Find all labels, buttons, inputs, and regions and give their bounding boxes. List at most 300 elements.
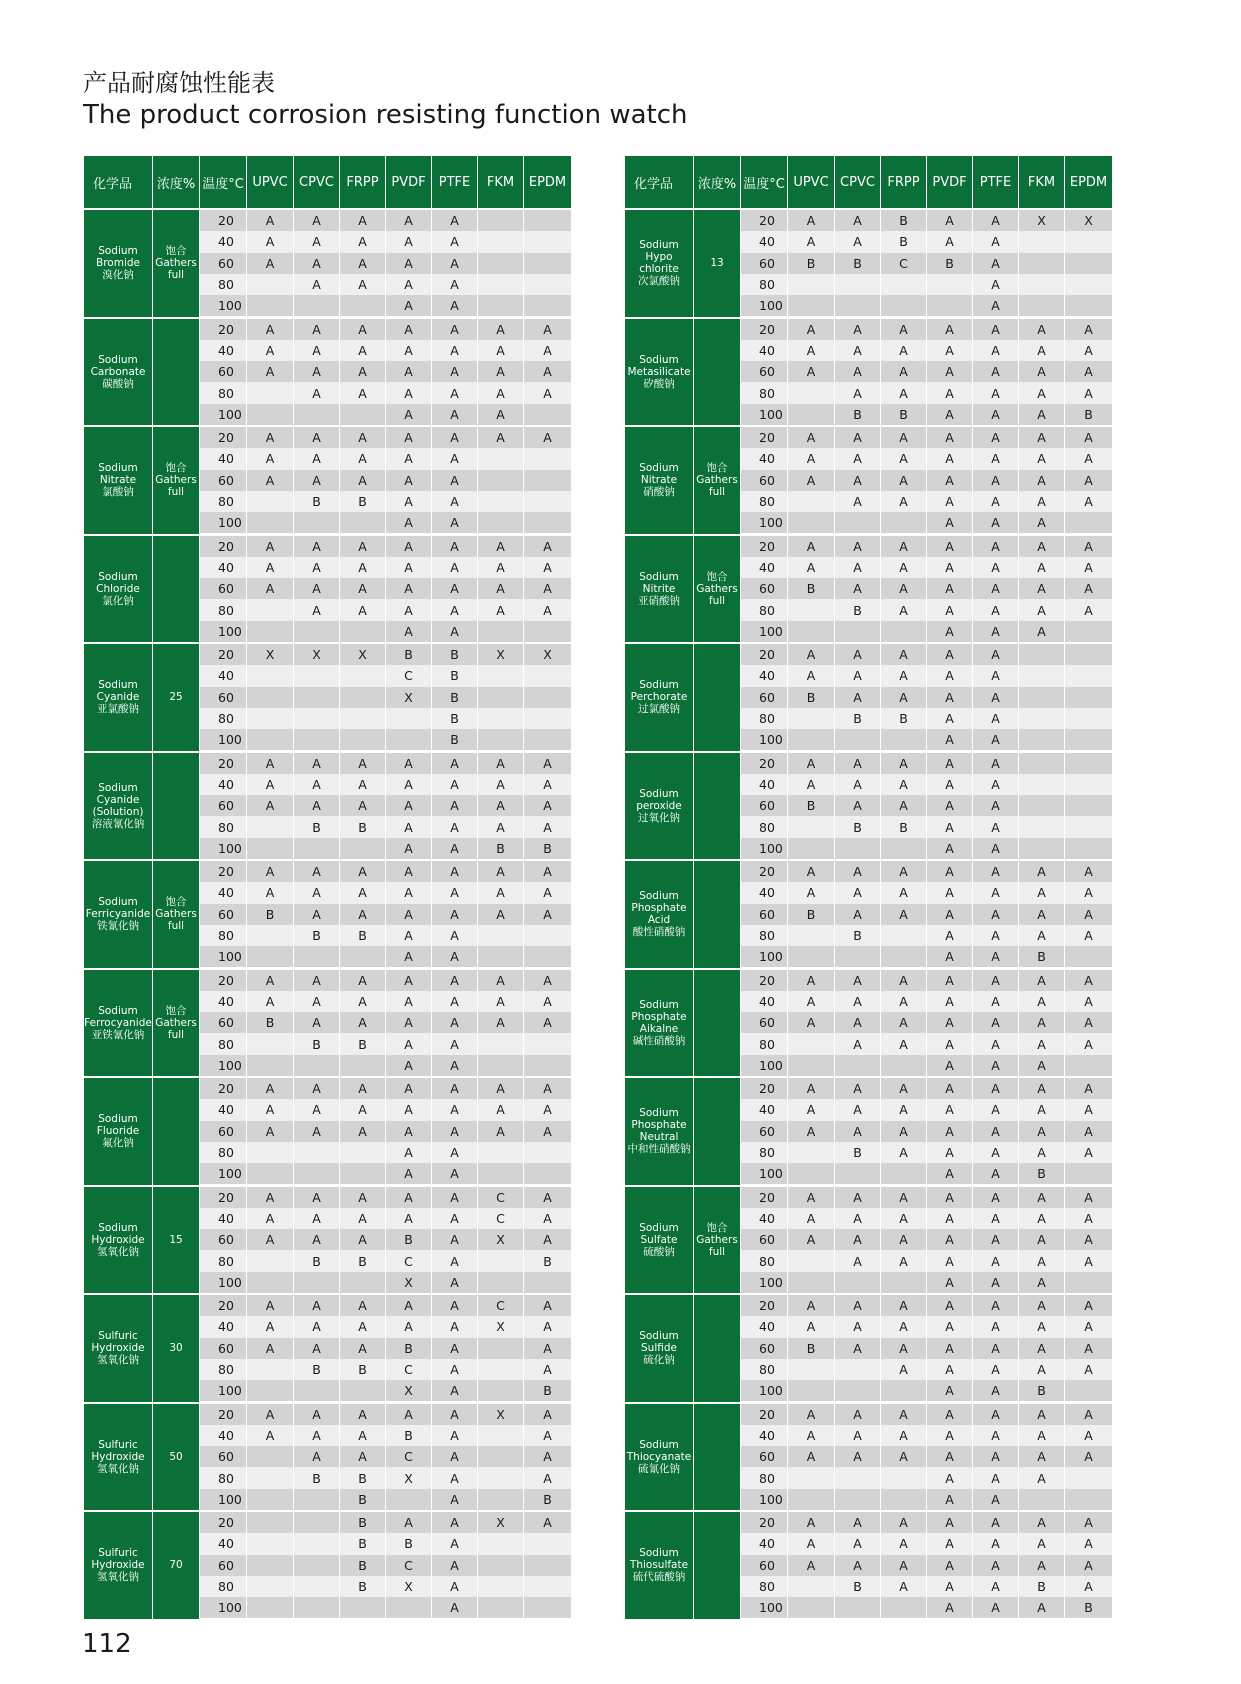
rating-cell: A [432, 970, 478, 991]
rating-cell: B [881, 816, 927, 837]
chemical-name-line: Hydroxide [91, 1233, 145, 1246]
rating-cell: A [524, 1012, 572, 1033]
rating-cell: A [524, 991, 572, 1012]
rating-cell: A [973, 404, 1019, 425]
rating-cell: A [881, 448, 927, 469]
rating-cell: A [927, 1033, 973, 1054]
rating-cell: A [247, 578, 294, 599]
rating-cell: A [294, 1099, 340, 1120]
concentration-line: Gathers [155, 474, 197, 487]
rating-cell: A [247, 361, 294, 382]
rating-rows [200, 1404, 572, 1511]
rating-cell: A [1065, 319, 1113, 340]
rating-cell: A [432, 1229, 478, 1250]
rating-cell: B [788, 687, 835, 708]
temperature-cell: 20 [741, 1078, 788, 1099]
rating-cell: A [927, 578, 973, 599]
chemical-group [625, 1293, 1113, 1402]
rating-cell: A [432, 925, 478, 946]
chemical-group [625, 968, 1113, 1077]
rating-cell: A [1065, 340, 1113, 361]
left-table [84, 156, 572, 1619]
rating-cell [881, 1467, 927, 1488]
rating-cell: A [1019, 1446, 1065, 1467]
temperature-cell: 100 [741, 621, 788, 642]
rating-cell [294, 1533, 340, 1554]
rating-cell [478, 1533, 524, 1554]
temperature-cell: 60 [741, 253, 788, 274]
rating-cell [478, 1446, 524, 1467]
rating-cell: A [1019, 599, 1065, 620]
rating-cell: A [927, 536, 973, 557]
rating-cell: A [788, 1208, 835, 1229]
chemical-name-line: Phosphate [631, 1119, 687, 1132]
rating-rows [741, 644, 1113, 751]
table-row [200, 1555, 572, 1576]
rating-cell: A [927, 210, 973, 231]
table-row [741, 536, 1113, 557]
temperature-cell: 40 [200, 231, 247, 252]
rating-cell: A [973, 1359, 1019, 1380]
rating-cell: A [973, 644, 1019, 665]
rating-rows [741, 1078, 1113, 1185]
rating-cell: A [247, 991, 294, 1012]
rating-cell: A [524, 319, 572, 340]
header-cell: CPVC [835, 156, 881, 208]
rating-cell [1065, 708, 1113, 729]
chemical-name-line: 溶液氰化钠 [91, 817, 145, 830]
rating-cell [247, 621, 294, 642]
table-row [200, 687, 572, 708]
rating-cell: A [294, 1316, 340, 1337]
chemical-name [625, 644, 694, 751]
concentration-line: 70 [169, 1559, 183, 1572]
rating-cell [524, 1555, 572, 1576]
rating-cell [788, 729, 835, 750]
table-row [741, 774, 1113, 795]
rating-cell: A [1065, 361, 1113, 382]
rating-cell: A [973, 1446, 1019, 1467]
rating-cell: A [340, 1099, 386, 1120]
rating-cell: A [835, 231, 881, 252]
rating-cell: A [788, 1555, 835, 1576]
chemical-name-line: Sodium [639, 890, 679, 903]
rating-cell: A [973, 1404, 1019, 1425]
chemical-name-line: Cyanide [96, 793, 140, 806]
rating-cell [340, 708, 386, 729]
rating-cell: A [881, 1359, 927, 1380]
rating-cell [247, 687, 294, 708]
rating-cell: A [386, 1187, 432, 1208]
rating-cell: A [973, 253, 1019, 274]
concentration-line: 饱合 [706, 570, 728, 583]
rating-cell: A [1019, 1250, 1065, 1271]
rating-cell: B [788, 1338, 835, 1359]
temperature-cell: 40 [741, 1316, 788, 1337]
rating-cell: A [973, 1121, 1019, 1142]
rating-cell: A [432, 621, 478, 642]
table-row [200, 274, 572, 295]
rating-cell: A [524, 361, 572, 382]
temperature-cell: 40 [741, 1099, 788, 1120]
rating-cell: A [973, 1163, 1019, 1184]
rating-cell: A [927, 512, 973, 533]
rating-cell [478, 1467, 524, 1488]
temperature-cell: 60 [741, 904, 788, 925]
concentration-line: 饱合 [165, 462, 187, 475]
rating-cell: A [973, 1597, 1019, 1618]
rating-cell: A [432, 1533, 478, 1554]
rating-cell: A [973, 729, 1019, 750]
rating-cell: A [386, 621, 432, 642]
rating-cell: X [386, 1467, 432, 1488]
rating-cell: A [1019, 1512, 1065, 1533]
rating-cell: A [432, 427, 478, 448]
rating-cell: A [973, 599, 1019, 620]
table-row [200, 1055, 572, 1076]
rating-cell: C [386, 1359, 432, 1380]
header-cell: PVDF [927, 156, 973, 208]
rating-cell: A [478, 557, 524, 578]
rating-cell [478, 687, 524, 708]
rating-rows [741, 753, 1113, 860]
concentration [694, 210, 741, 317]
rating-cell [927, 274, 973, 295]
rating-cell: A [788, 774, 835, 795]
rating-cell: A [386, 861, 432, 882]
rating-cell [247, 925, 294, 946]
rating-cell: A [294, 274, 340, 295]
rating-cell: A [973, 319, 1019, 340]
table-row [741, 665, 1113, 686]
rating-cell: A [927, 1446, 973, 1467]
rating-cell: A [478, 1099, 524, 1120]
temperature-cell: 80 [200, 1033, 247, 1054]
rating-cell [788, 1272, 835, 1293]
concentration [153, 1295, 200, 1402]
rating-cell [788, 1489, 835, 1510]
rating-cell [1019, 253, 1065, 274]
temperature-cell: 100 [200, 512, 247, 533]
chemical-name [625, 861, 694, 968]
rating-cell: B [340, 1555, 386, 1576]
rating-cell: A [1065, 1359, 1113, 1380]
rating-cell: A [881, 991, 927, 1012]
rating-cell: A [835, 687, 881, 708]
temperature-cell: 60 [741, 361, 788, 382]
rating-cell: A [247, 253, 294, 274]
rating-cell: A [340, 904, 386, 925]
rating-cell: A [294, 340, 340, 361]
rating-cell: A [1019, 361, 1065, 382]
concentration [694, 753, 741, 860]
rating-cell: A [247, 1229, 294, 1250]
rating-cell: A [247, 340, 294, 361]
rating-rows [741, 427, 1113, 534]
rating-cell: A [835, 536, 881, 557]
chemical-group [625, 425, 1113, 534]
rating-cell [247, 816, 294, 837]
rating-cell: B [340, 1512, 386, 1533]
chemical-name [625, 319, 694, 426]
rating-cell: X [1019, 210, 1065, 231]
rating-cell: A [835, 491, 881, 512]
rating-cell [294, 1555, 340, 1576]
temperature-cell: 60 [200, 1338, 247, 1359]
temperature-cell: 60 [741, 1229, 788, 1250]
rating-rows [200, 1295, 572, 1402]
rating-cell [881, 274, 927, 295]
rating-cell: A [881, 904, 927, 925]
rating-cell: A [478, 774, 524, 795]
rating-cell: A [432, 1597, 478, 1618]
temperature-cell: 80 [200, 599, 247, 620]
rating-cell [1065, 729, 1113, 750]
rating-cell: A [432, 1163, 478, 1184]
temperature-cell: 80 [200, 1467, 247, 1488]
header-cell: PTFE [973, 156, 1019, 208]
rating-cell [1019, 295, 1065, 316]
rating-cell: A [927, 1467, 973, 1488]
rating-cell: A [927, 1425, 973, 1446]
rating-cell: A [432, 861, 478, 882]
temperature-cell: 40 [741, 340, 788, 361]
rating-cell: A [432, 1446, 478, 1467]
table-row [741, 512, 1113, 533]
rating-cell: A [973, 925, 1019, 946]
rating-cell [1019, 838, 1065, 859]
rating-cell: A [247, 448, 294, 469]
rating-cell: A [524, 1512, 572, 1533]
rating-cell: A [881, 861, 927, 882]
rating-cell: A [524, 795, 572, 816]
rating-cell: A [788, 991, 835, 1012]
table-row [741, 319, 1113, 340]
temperature-cell: 40 [200, 1208, 247, 1229]
rating-cell: A [927, 1338, 973, 1359]
rating-cell: A [386, 904, 432, 925]
rating-cell: A [294, 970, 340, 991]
concentration [153, 427, 200, 534]
rating-cell: A [973, 470, 1019, 491]
chemical-name [625, 427, 694, 534]
rating-rows [741, 1404, 1113, 1511]
rating-cell: A [973, 1012, 1019, 1033]
rating-cell: A [432, 1295, 478, 1316]
rating-cell: A [247, 1187, 294, 1208]
chemical-name [625, 536, 694, 643]
rating-cell: A [386, 1295, 432, 1316]
table-row [741, 1099, 1113, 1120]
table-row [200, 599, 572, 620]
chemical-name-line: 硫酸钠 [643, 1245, 675, 1258]
rating-cell: A [1065, 1512, 1113, 1533]
rating-cell: A [432, 404, 478, 425]
rating-cell: A [524, 904, 572, 925]
rating-cell: A [432, 578, 478, 599]
rating-cell [524, 491, 572, 512]
temperature-cell: 40 [200, 1425, 247, 1446]
rating-cell [1065, 687, 1113, 708]
rating-cell: A [432, 753, 478, 774]
table-row [741, 578, 1113, 599]
rating-cell: A [1019, 1208, 1065, 1229]
rating-cell: A [432, 470, 478, 491]
rating-cell: B [927, 253, 973, 274]
rating-cell [340, 1380, 386, 1401]
chemical-name-line: 氢氧化钠 [97, 1245, 139, 1258]
table-row [741, 557, 1113, 578]
rating-cell: A [386, 319, 432, 340]
rating-cell: A [247, 861, 294, 882]
chemical-name-line: Sodium [639, 239, 679, 252]
rating-cell [294, 1163, 340, 1184]
rating-cell [788, 1380, 835, 1401]
chemical-group [84, 208, 572, 317]
rating-cell: A [927, 1142, 973, 1163]
rating-cell [835, 1597, 881, 1618]
rating-cell: A [927, 1555, 973, 1576]
rating-cell: A [927, 904, 973, 925]
rating-cell: B [340, 925, 386, 946]
temperature-cell: 40 [200, 665, 247, 686]
rating-cell: A [835, 644, 881, 665]
rating-cell: A [927, 1512, 973, 1533]
rating-cell: A [294, 557, 340, 578]
table-row [741, 687, 1113, 708]
rating-cell [788, 1142, 835, 1163]
rating-cell: A [1065, 1295, 1113, 1316]
chemical-group [625, 1510, 1113, 1619]
rating-cell [524, 621, 572, 642]
table-row [741, 1208, 1113, 1229]
rating-cell: A [973, 1142, 1019, 1163]
rating-cell: A [835, 340, 881, 361]
rating-cell [1065, 274, 1113, 295]
rating-cell: A [432, 904, 478, 925]
rating-rows [200, 210, 572, 317]
rating-cell: A [432, 1250, 478, 1271]
rating-cell: A [788, 1425, 835, 1446]
rating-cell: A [927, 1208, 973, 1229]
rating-cell: A [432, 1467, 478, 1488]
chemical-name-line: Sodium [639, 1107, 679, 1120]
table-row [741, 1142, 1113, 1163]
rating-cell: A [973, 621, 1019, 642]
rating-cell: A [524, 1295, 572, 1316]
temperature-cell: 40 [741, 1533, 788, 1554]
table-row [741, 1163, 1113, 1184]
rating-cell [524, 274, 572, 295]
table-row [200, 1229, 572, 1250]
rating-cell: B [386, 1229, 432, 1250]
rating-cell: A [1065, 1012, 1113, 1033]
temperature-cell: 100 [741, 1597, 788, 1618]
chemical-name-line: Sodium [639, 1438, 679, 1451]
chemical-group [84, 1293, 572, 1402]
chemical-name-line: Nitrite [642, 582, 676, 595]
rating-cell: A [1065, 1425, 1113, 1446]
header-cell: FKM [1019, 156, 1065, 208]
rating-cell: A [1019, 1555, 1065, 1576]
rating-cell [478, 1250, 524, 1271]
temperature-cell: 100 [741, 512, 788, 533]
rating-cell [340, 1055, 386, 1076]
rating-cell: A [524, 1338, 572, 1359]
rating-cell: A [1065, 1033, 1113, 1054]
rating-rows [200, 644, 572, 751]
chemical-name-line: Hydroxide [91, 1559, 145, 1572]
rating-cell: B [340, 1489, 386, 1510]
rating-cell: A [788, 1316, 835, 1337]
chemical-name-line: Hydroxide [91, 1450, 145, 1463]
rating-cell: A [835, 882, 881, 903]
rating-cell [788, 1033, 835, 1054]
table-row [200, 1467, 572, 1488]
table-row [741, 274, 1113, 295]
rating-cell: A [1065, 1208, 1113, 1229]
rating-cell: A [386, 340, 432, 361]
table-row [200, 861, 572, 882]
concentration-line: 饱合 [706, 1221, 728, 1234]
rating-cell: X [386, 1380, 432, 1401]
chemical-name-line: Sodium [98, 1004, 138, 1017]
rating-cell: A [927, 1295, 973, 1316]
rating-cell [881, 1597, 927, 1618]
rating-cell: A [432, 491, 478, 512]
table-row [200, 621, 572, 642]
concentration-line: 30 [169, 1342, 183, 1355]
rating-cell: B [881, 231, 927, 252]
rating-cell: A [386, 946, 432, 967]
temperature-cell: 80 [200, 1359, 247, 1380]
rating-cell [835, 729, 881, 750]
rating-cell: A [524, 578, 572, 599]
table-row [741, 1576, 1113, 1597]
chemical-name-line: Neutral [639, 1131, 679, 1144]
rating-cell [247, 1489, 294, 1510]
table-row [200, 1359, 572, 1380]
rating-cell [294, 729, 340, 750]
chemical-name-line: Metasilicate [627, 365, 691, 378]
concentration-line: 饱合 [706, 462, 728, 475]
rating-cell [478, 1489, 524, 1510]
rating-cell: A [432, 448, 478, 469]
rating-cell: A [432, 382, 478, 403]
rating-cell: A [247, 1316, 294, 1337]
rating-cell: A [973, 882, 1019, 903]
rating-cell [1019, 231, 1065, 252]
rating-cell [1065, 946, 1113, 967]
rating-cell: A [247, 427, 294, 448]
rating-cell [1065, 795, 1113, 816]
rating-cell: A [927, 599, 973, 620]
rating-cell [524, 448, 572, 469]
rating-cell: A [973, 970, 1019, 991]
rating-cell: B [524, 1250, 572, 1271]
chemical-name [625, 970, 694, 1077]
temperature-cell: 100 [741, 295, 788, 316]
chemical-name-line: Phosphate [631, 902, 687, 915]
rating-cell: A [788, 470, 835, 491]
rating-cell: A [881, 1142, 927, 1163]
rating-cell: A [386, 753, 432, 774]
rating-cell: A [1019, 1533, 1065, 1554]
rating-cell [1019, 644, 1065, 665]
rating-cell: A [927, 753, 973, 774]
rating-cell [524, 470, 572, 491]
chemical-name [84, 319, 153, 426]
